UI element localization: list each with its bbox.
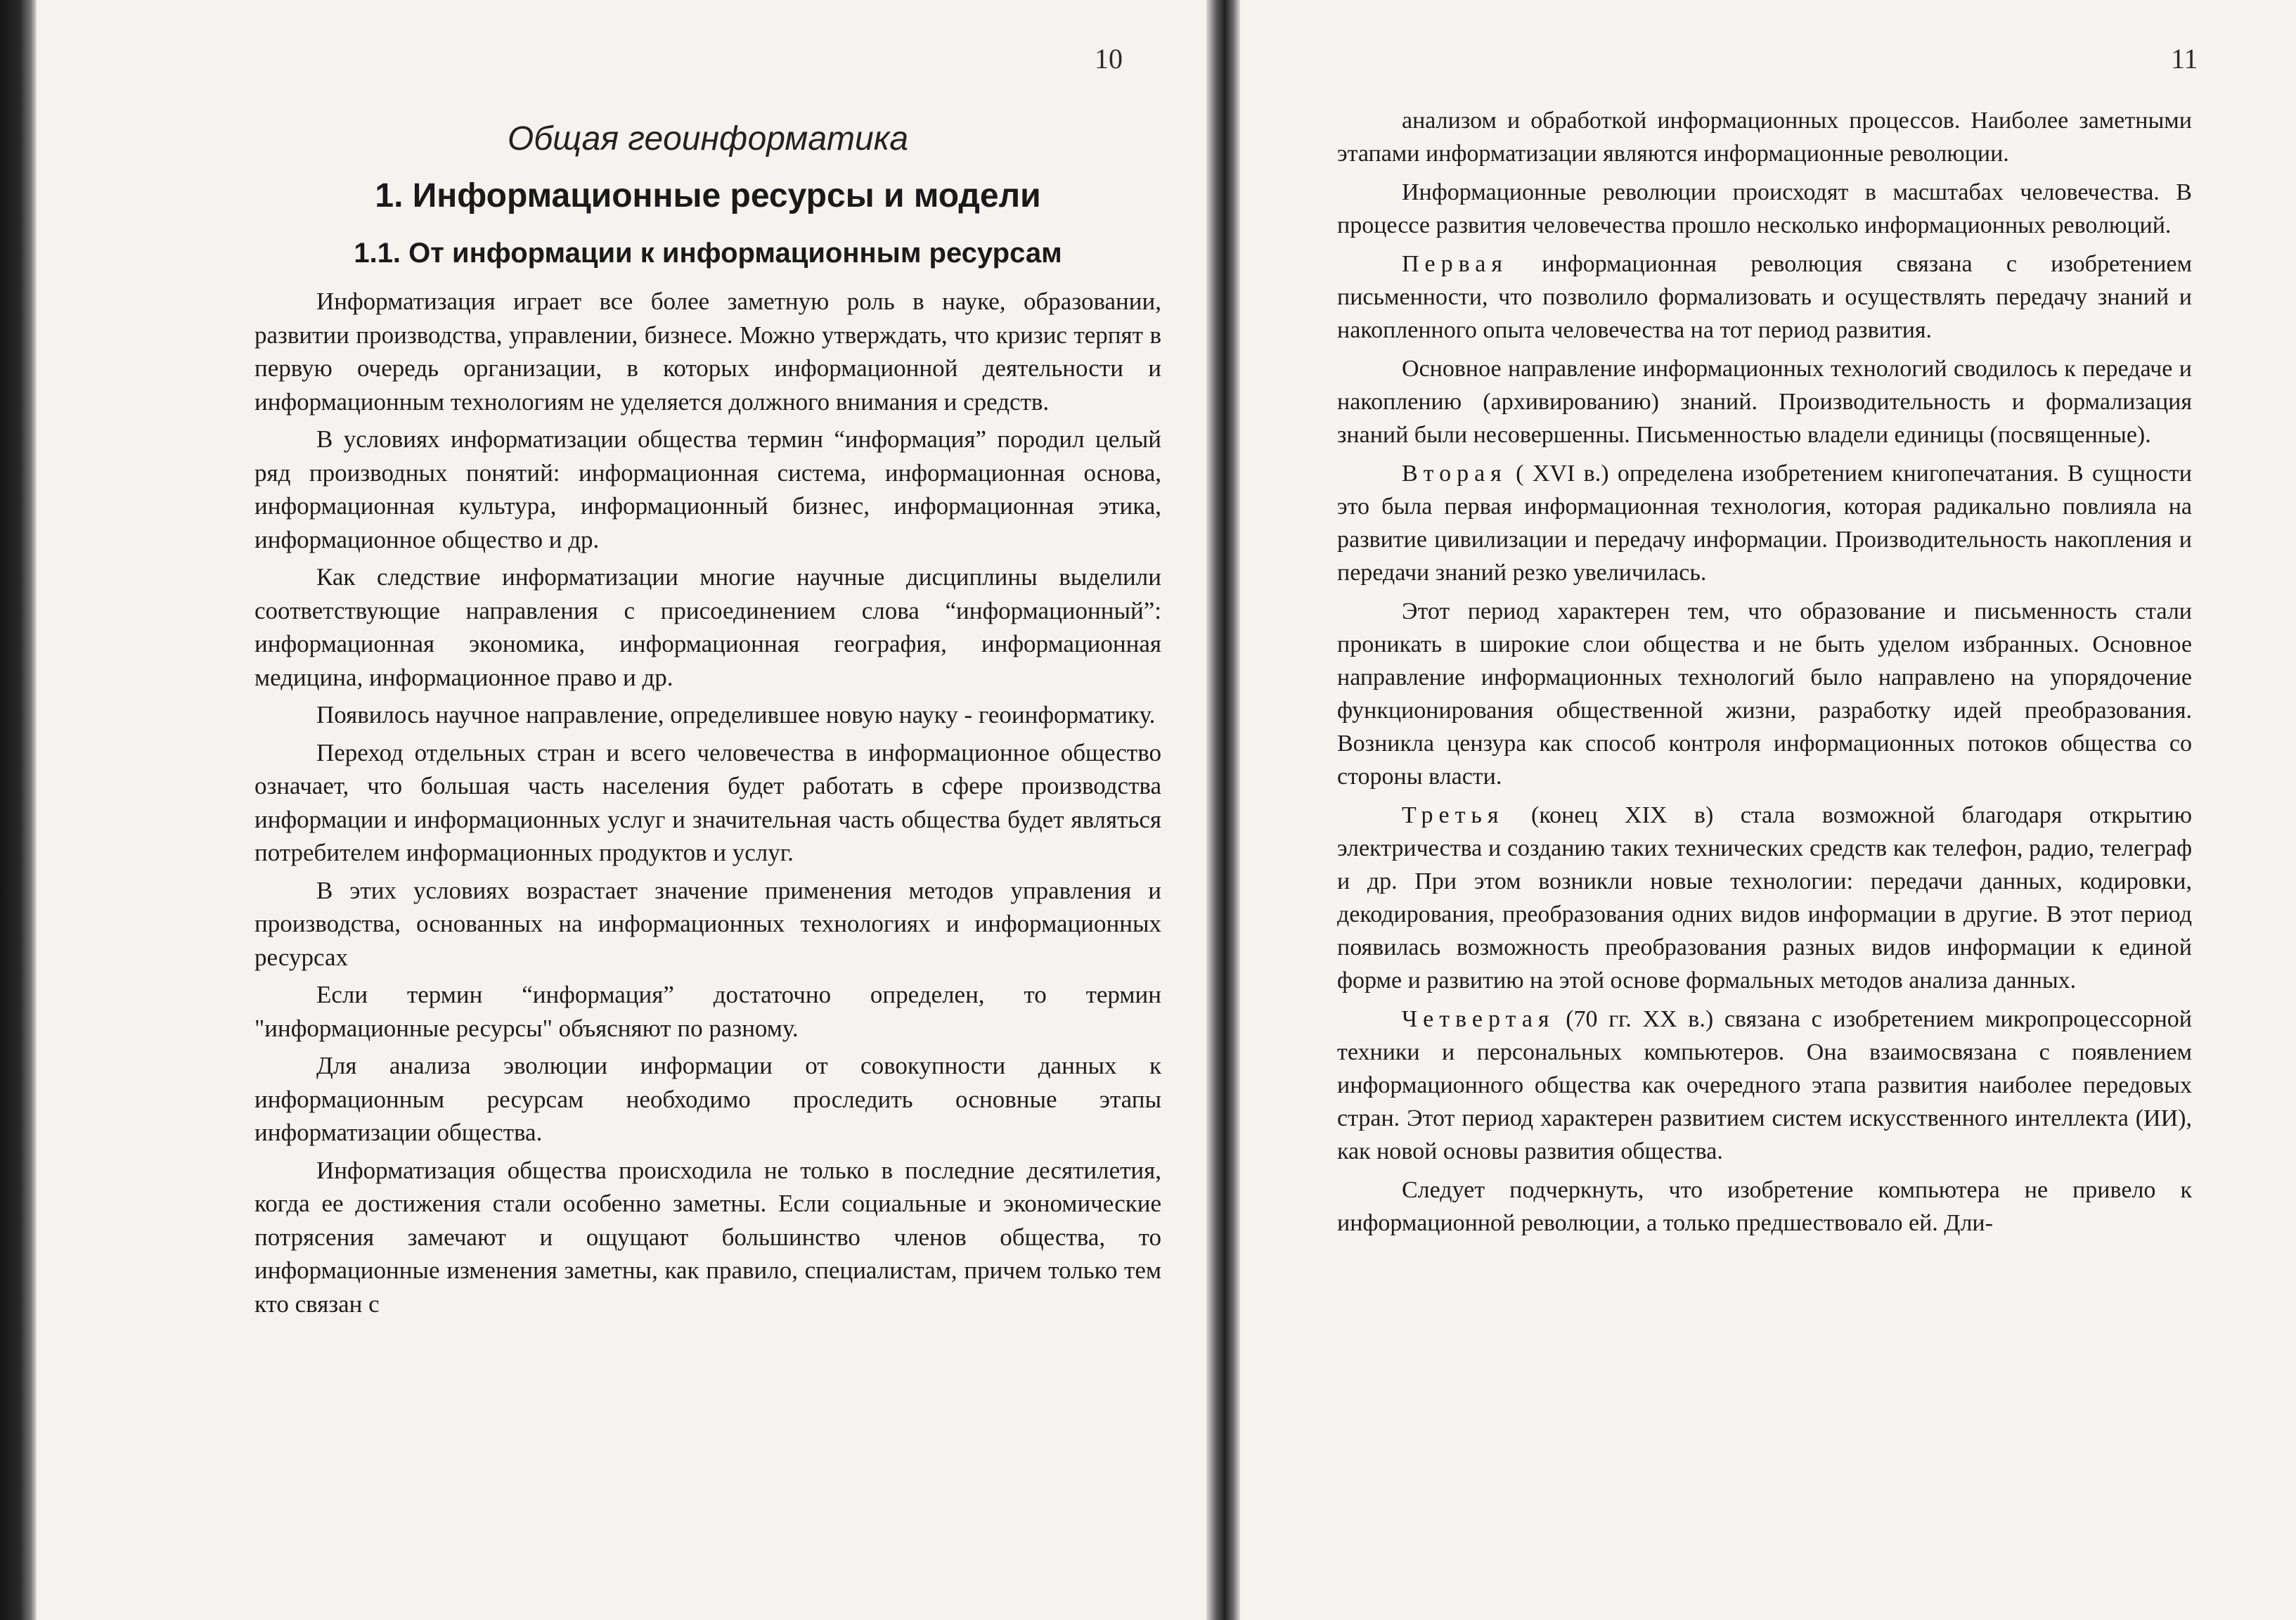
paragraph [1337,595,2192,793]
continuation-paragraph: анализом и обработкой информационных процессов. Наиболее заметными этапами информатизации являются информационные революции. [1337,108,2192,167]
paragraph [1337,457,2192,589]
paragraph: Для анализа эволюции информации от совокупности данных к информационным ресурсам необходимо проследить основные этапы информатизации общества. [254,1052,1161,1146]
paragraph: В условиях информатизации общества термин “информация” породил целый ряд производных понятий: информационная система, информационная основа, информационная культура, информационный бизнес, информационная этика, информационное общество и др. [254,425,1161,553]
left-page-content [254,120,1161,1325]
paragraph: В этих условиях возрастает значение применения методов управления и производства, основанных на информационных технологиях и информационных ресурсах [254,876,1161,971]
paragraph-lead: Первая [1402,251,1508,277]
left-page [37,0,1206,1620]
paragraph-text: ( XVI в.) определена изобретением книгопечатания. В сущности это была первая информационная технология, которая радикально повлияла на развитие цивилизации и передачу информации. Производительность накопления и передачи знаний резко увеличилась. [1337,461,2192,586]
chapter-title: 1. Информационные ресурсы и модели [375,177,1041,214]
right-page-content [1337,104,2192,1245]
paragraph: Переход отдельных стран и всего человечества в информационное общество означает, что большая часть населения будет работать в сфере производства информации и информационных услуг и значительная часть общества будет являться потребителем информационных продуктов и услуг. [254,738,1161,866]
paragraph [1337,1174,2192,1240]
paragraph [1337,799,2192,997]
paragraph-text: информационная революция связана с изобретением письменности, что позволило формализовать и осуществлять передачу знаний и накопленного опыта человечества на тот период развития. [1337,251,2192,343]
paragraph-text: (конец XIX в) стала возможной благодаря открытию электричества и созданию таких технических средств как телефон, радио, телеграф и др. При этом возникли новые технологии: передачи данных, кодировки, декодирования, преобразования одних видов информации в другие. В этот период появилась возможность преобразования разных видов информации к единой форме и развитию на этой основе формальных методов анализа данных. [1337,802,2192,994]
paragraph: Как следствие информатизации многие научные дисциплины выделили соответствующие направления с присоединением слова “информационный”: информационная экономика, информационная география, информационная медицина, информационное право и др. [254,563,1161,691]
paragraph [1337,176,2192,242]
paragraph: Появилось научное направление, определившее новую науку - геоинформатику. [316,701,1156,728]
scan-edge-shadow [0,0,37,1620]
paragraph-text: Следует подчеркнуть, что изобретение компьютера не привело к информационной революции, а только предшествовало ей. Дли- [1337,1177,2192,1236]
paragraph-lead: Четвертая [1402,1006,1555,1032]
paragraph-text: (70 гг. XX в.) связана с изобретением микропроцессорной техники и персональных компьютеров. Она взаимосвязана с появлением информационного общества как очередного этапа развития наиболее передовых стран. Этот период характерен развитием систем искусственного интеллекта (ИИ), как новой основы развития общества. [1337,1006,2192,1164]
page-number: 10 [1095,43,1123,75]
right-page [1240,0,2296,1620]
paragraph: Информатизация играет все более заметную роль в науке, образовании, развитии производства, управлении, бизнесе. Можно утверждать, что кризис терпят в первую очередь организации, в которых информационной деятельности и информационным технологиям не уделяется должного внимания и средств. [254,288,1161,416]
paragraph-text: Информационные революции происходят в масштабах человечества. В процессе развития человечества прошло несколько информационных революций. [1337,179,2192,238]
paragraph-lead: Вторая [1402,461,1507,487]
paragraph [1337,1003,2192,1168]
page-number: 11 [2171,43,2198,75]
paragraph-lead: Третья [1402,802,1504,828]
section-title: 1.1. От информации к информационным ресурсам [354,238,1062,269]
paragraph-text: Этот период характерен тем, что образование и письменность стали проникать в широкие слои общества и не быть уделом избранных. Основное направление информационных технологий было направлено на упорядочение функционирования общественной жизни, разработку идей преобразования. Возникла цензура как способ контроля информационных потоков общества со стороны власти. [1337,598,2192,790]
paragraph: Информатизация общества происходила не только в последние десятилетия, когда ее достижения стали особенно заметны. Если социальные и экономические потрясения замечают и ощущают большинство членов общества, то информационные изменения заметны, как правило, специалистам, причем только тем кто связан с [254,1156,1161,1318]
paragraph: Если термин “информация” достаточно определен, то термин "информационные ресурсы" объясняют по разному. [254,981,1161,1042]
book-gutter [1206,0,1240,1620]
paragraph [1337,248,2192,347]
paragraph [1337,352,2192,451]
paragraph-text: Основное направление информационных технологий сводилось к передаче и накоплению (архивированию) знаний. Производительность и формализация знаний были несовершенны. Письменностью владели единицы (посвященные). [1337,356,2192,448]
subject-title: Общая геоинформатика [507,120,909,158]
